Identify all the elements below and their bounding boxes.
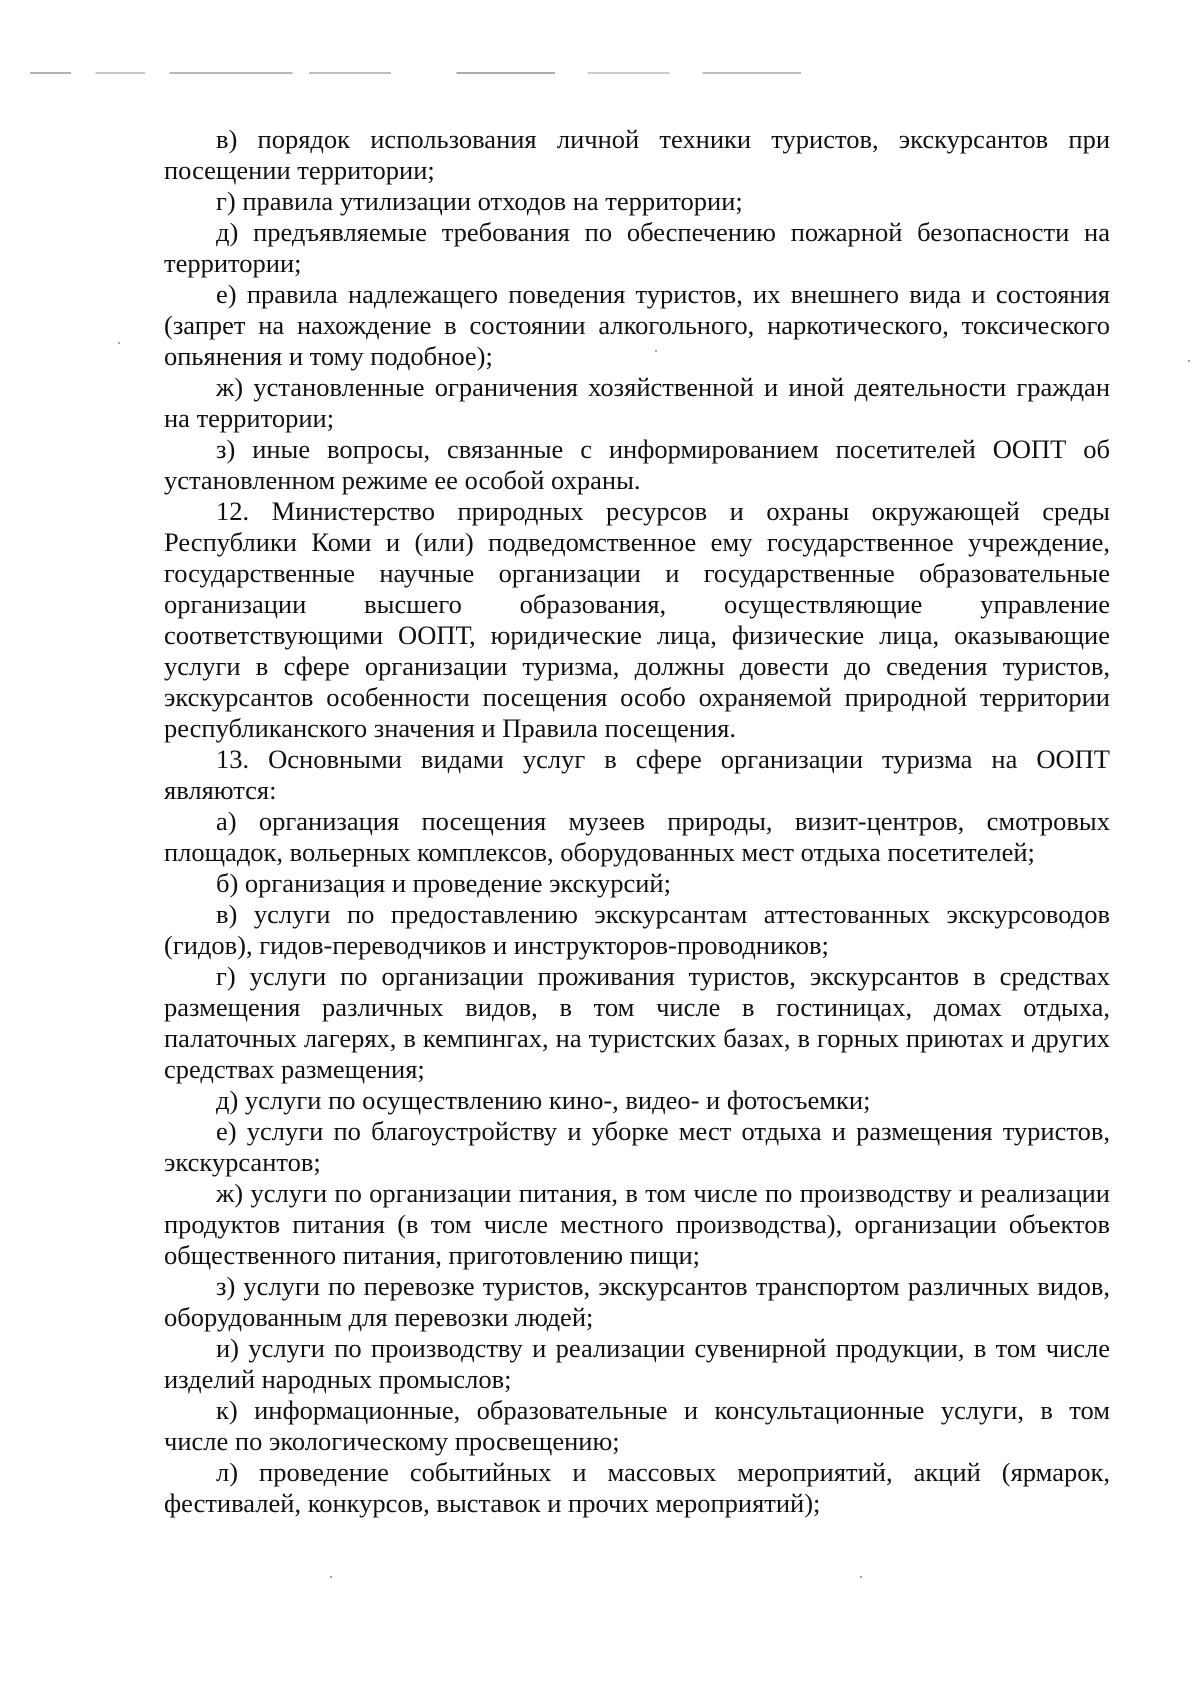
- paragraph-v-personal-equipment: в) порядок использования личной техники туристов, экскурсантов при посещении территории;: [164, 124, 1110, 185]
- paragraph-b-excursions: б) организация и проведение экскурсий;: [216, 868, 671, 898]
- scan-speck: [1188, 360, 1190, 362]
- paragraph-l-events: л) проведение событийных и массовых мероприятий, акций (ярмарок, фестивалей, конкурсов, выставок и прочих мероприятий);: [164, 1457, 1110, 1518]
- scan-speck: [118, 342, 120, 344]
- paragraph-12-ministry: 12. Министерство природных ресурсов и охраны окружающей среды Республики Коми и (или) подведомственное ему государственное учреждение, государственные научные организации и государственные образовательные организации высшего образования, осуществляющие управление соответствующими ООПТ, юридические лица, физические лица, оказывающие услуги в сфере организации туризма, должны довести до сведения туристов, экскурсантов особенности посещения особо охраняемой природной территории республиканского значения и Правила посещения.: [164, 496, 1110, 743]
- paragraph-zh-catering: ж) услуги по организации питания, в том числе по производству и реализации продуктов питания (в том числе местного производства), организации объектов общественного питания, приготовлению пищи;: [164, 1178, 1110, 1270]
- paragraph-e-behavior-rules: е) правила надлежащего поведения туристов, их внешнего вида и состояния (запрет на нахождение в состоянии алкогольного, наркотического, токсического опьянения и тому подобное);: [164, 279, 1110, 371]
- scan-artifact-line: [30, 72, 850, 74]
- document-body: [164, 124, 1110, 1519]
- paragraph-v-guides: в) услуги по предоставлению экскурсантам аттестованных экскурсоводов (гидов), гидов-переводчиков и инструкторов-проводников;: [164, 899, 1110, 960]
- paragraph-e-landscaping: е) услуги по благоустройству и уборке мест отдыха и размещения туристов, экскурсантов;: [164, 1116, 1110, 1177]
- paragraph-z-transport: з) услуги по перевозке туристов, экскурсантов транспортом различных видов, оборудованным для перевозки людей;: [164, 1271, 1110, 1332]
- paragraph-d-filming: д) услуги по осуществлению кино-, видео- и фотосъемки;: [216, 1085, 871, 1115]
- paragraph-z-other-questions: з) иные вопросы, связанные с информированием посетителей ООПТ об установленном режиме ее особой охраны.: [164, 434, 1110, 495]
- paragraph-zh-activity-limits: ж) установленные ограничения хозяйственной и иной деятельности граждан на территории;: [164, 372, 1110, 433]
- paragraph-i-souvenirs: и) услуги по производству и реализации сувенирной продукции, в том числе изделий народных промыслов;: [164, 1333, 1110, 1394]
- paragraph-13-service-types: 13. Основными видами услуг в сфере организации туризма на ООПТ являются:: [164, 744, 1110, 805]
- scan-speck: [860, 1576, 862, 1578]
- paragraph-a-museums: а) организация посещения музеев природы, визит-центров, смотровых площадок, вольерных комплексов, оборудованных мест отдыха посетителей;: [164, 806, 1110, 867]
- paragraph-k-information: к) информационные, образовательные и консультационные услуги, в том числе по экологическому просвещению;: [164, 1395, 1110, 1456]
- scan-speck: [330, 1576, 332, 1578]
- paragraph-g-waste-rules: г) правила утилизации отходов на территории;: [216, 186, 743, 216]
- paragraph-g-accommodation: г) услуги по организации проживания туристов, экскурсантов в средствах размещения различных видов, в том числе в гостиницах, домах отдыха, палаточных лагерях, в кемпингах, на туристских базах, в горных приютах и других средствах размещения;: [164, 961, 1110, 1084]
- paragraph-d-fire-safety: д) предъявляемые требования по обеспечению пожарной безопасности на территории;: [164, 217, 1110, 278]
